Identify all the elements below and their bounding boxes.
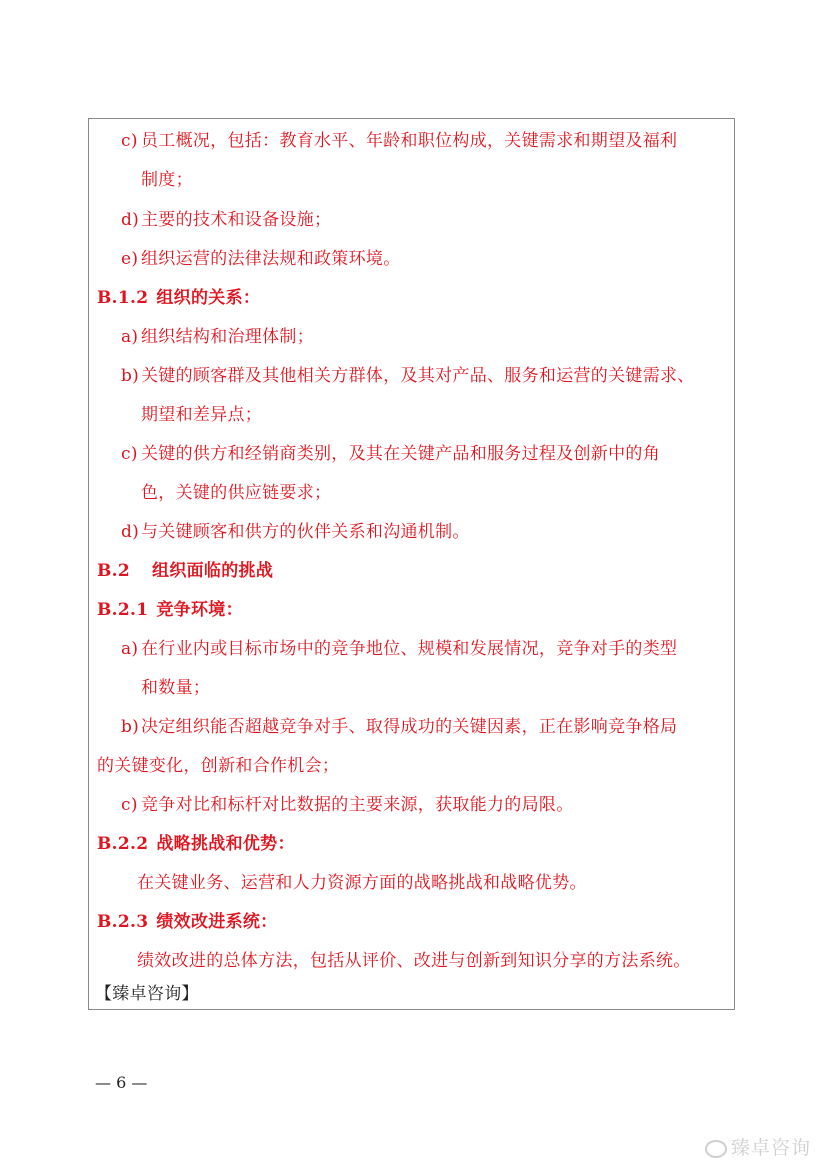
section-heading: B.1.2 组织的关系： bbox=[97, 288, 261, 308]
list-item: a) 组织结构和治理体制； bbox=[121, 327, 314, 347]
list-item: c) 关键的供方和经销商类别，及其在关键产品和服务过程及创新中的角 bbox=[121, 444, 660, 464]
list-item: d) 主要的技术和设备设施； bbox=[121, 210, 332, 230]
list-item-continuation: 和数量； bbox=[141, 678, 211, 698]
section-heading: B.2.3 绩效改进系统： bbox=[97, 912, 278, 932]
content-box bbox=[88, 118, 735, 1010]
paragraph: 在关键业务、运营和人力资源方面的战略挑战和战略优势。 bbox=[137, 873, 587, 893]
list-item: a) 在行业内或目标市场中的竞争地位、规模和发展情况，竞争对手的类型 bbox=[121, 639, 678, 659]
watermark: 臻卓咨询 bbox=[705, 1133, 811, 1160]
paragraph: 绩效改进的总体方法，包括从评价、改进与创新到知识分享的方法系统。 bbox=[137, 951, 691, 971]
list-item-continuation: 色，关键的供应链要求； bbox=[141, 483, 332, 503]
list-item: b) 关键的顾客群及其他相关方群体，及其对产品、服务和运营的关键需求、 bbox=[121, 366, 695, 386]
weibo-icon bbox=[705, 1140, 727, 1158]
list-item: b) 决定组织能否超越竞争对手、取得成功的关键因素，正在影响竞争格局 bbox=[121, 717, 678, 737]
list-item-continuation: 期望和差异点； bbox=[141, 405, 263, 425]
list-item-continuation: 制度； bbox=[141, 170, 193, 190]
section-heading: B.2.1 竞争环境： bbox=[97, 600, 243, 620]
page-number: — 6 — bbox=[95, 1073, 148, 1092]
list-item: d) 与关键顾客和供方的伙伴关系和沟通机制。 bbox=[121, 522, 470, 542]
list-item-continuation: 的关键变化，创新和合作机会； bbox=[97, 756, 340, 776]
list-item: c) 竞争对比和标杆对比数据的主要来源，获取能力的局限。 bbox=[121, 795, 574, 815]
list-item: c) 员工概况，包括：教育水平、年龄和职位构成，关键需求和期望及福利 bbox=[121, 131, 678, 151]
section-heading: B.2 组织面临的挑战 bbox=[97, 561, 274, 581]
source-note: 【臻卓咨询】 bbox=[95, 984, 199, 1004]
section-heading: B.2.2 战略挑战和优势： bbox=[97, 834, 295, 854]
list-item: e) 组织运营的法律法规和政策环境。 bbox=[121, 249, 401, 269]
